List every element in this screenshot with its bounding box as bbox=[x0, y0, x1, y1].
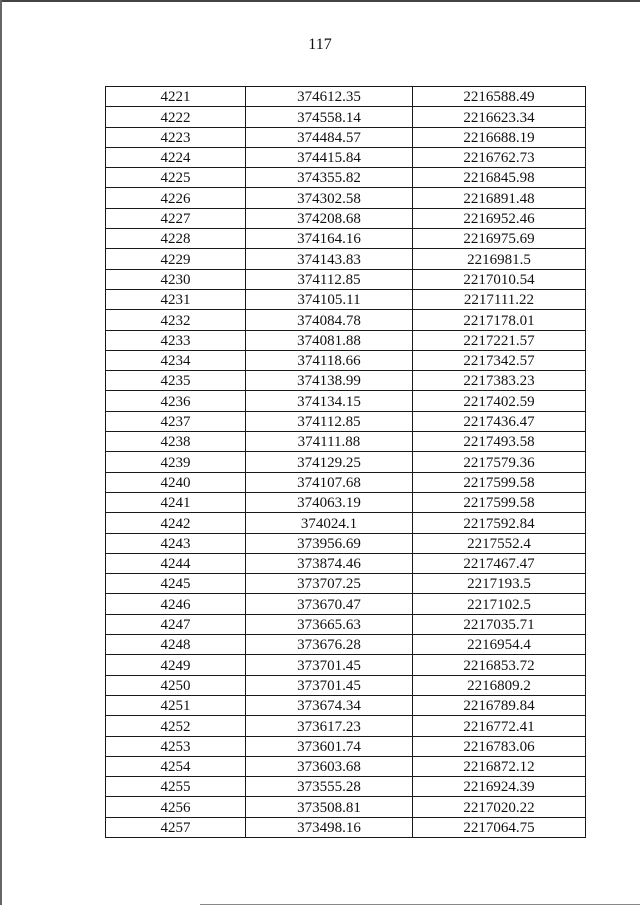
x-coordinate-cell: 374558.14 bbox=[246, 107, 413, 127]
y-coordinate-cell: 2216588.49 bbox=[413, 87, 586, 107]
scan-edge-left bbox=[0, 0, 2, 905]
point-number-cell: 4239 bbox=[106, 452, 246, 472]
point-number-cell: 4245 bbox=[106, 574, 246, 594]
point-number-cell: 4250 bbox=[106, 675, 246, 695]
x-coordinate-cell: 373555.28 bbox=[246, 777, 413, 797]
table-row bbox=[106, 269, 586, 289]
table-row bbox=[106, 513, 586, 533]
point-number-cell: 4228 bbox=[106, 229, 246, 249]
y-coordinate-cell: 2216952.46 bbox=[413, 208, 586, 228]
y-coordinate-cell: 2217467.47 bbox=[413, 553, 586, 573]
x-coordinate-cell: 374484.57 bbox=[246, 127, 413, 147]
table-row bbox=[106, 452, 586, 472]
table-row bbox=[106, 817, 586, 837]
x-coordinate-cell: 373498.16 bbox=[246, 817, 413, 837]
table-row bbox=[106, 736, 586, 756]
y-coordinate-cell: 2217178.01 bbox=[413, 310, 586, 330]
table-row bbox=[106, 229, 586, 249]
point-number-cell: 4255 bbox=[106, 777, 246, 797]
table-row bbox=[106, 310, 586, 330]
table-row bbox=[106, 391, 586, 411]
point-number-cell: 4257 bbox=[106, 817, 246, 837]
point-number-cell: 4237 bbox=[106, 411, 246, 431]
table-row bbox=[106, 472, 586, 492]
y-coordinate-cell: 2216783.06 bbox=[413, 736, 586, 756]
x-coordinate-cell: 374134.15 bbox=[246, 391, 413, 411]
table-row bbox=[106, 127, 586, 147]
table-row bbox=[106, 675, 586, 695]
table-row bbox=[106, 716, 586, 736]
y-coordinate-cell: 2217010.54 bbox=[413, 269, 586, 289]
x-coordinate-cell: 373701.45 bbox=[246, 655, 413, 675]
x-coordinate-cell: 374302.58 bbox=[246, 188, 413, 208]
table-row bbox=[106, 289, 586, 309]
y-coordinate-cell: 2217035.71 bbox=[413, 614, 586, 634]
point-number-cell: 4222 bbox=[106, 107, 246, 127]
coordinates-table bbox=[105, 86, 586, 838]
y-coordinate-cell: 2217064.75 bbox=[413, 817, 586, 837]
table-row bbox=[106, 411, 586, 431]
y-coordinate-cell: 2216981.5 bbox=[413, 249, 586, 269]
y-coordinate-cell: 2216845.98 bbox=[413, 168, 586, 188]
point-number-cell: 4248 bbox=[106, 635, 246, 655]
y-coordinate-cell: 2216688.19 bbox=[413, 127, 586, 147]
y-coordinate-cell: 2217020.22 bbox=[413, 797, 586, 817]
x-coordinate-cell: 374063.19 bbox=[246, 492, 413, 512]
table-row bbox=[106, 147, 586, 167]
table-row bbox=[106, 350, 586, 370]
point-number-cell: 4231 bbox=[106, 289, 246, 309]
point-number-cell: 4252 bbox=[106, 716, 246, 736]
y-coordinate-cell: 2217599.58 bbox=[413, 492, 586, 512]
x-coordinate-cell: 374129.25 bbox=[246, 452, 413, 472]
x-coordinate-cell: 373674.34 bbox=[246, 695, 413, 715]
x-coordinate-cell: 373701.45 bbox=[246, 675, 413, 695]
x-coordinate-cell: 373617.23 bbox=[246, 716, 413, 736]
y-coordinate-cell: 2216623.34 bbox=[413, 107, 586, 127]
point-number-cell: 4256 bbox=[106, 797, 246, 817]
y-coordinate-cell: 2217493.58 bbox=[413, 432, 586, 452]
y-coordinate-cell: 2217579.36 bbox=[413, 452, 586, 472]
point-number-cell: 4249 bbox=[106, 655, 246, 675]
x-coordinate-cell: 374112.85 bbox=[246, 269, 413, 289]
point-number-cell: 4251 bbox=[106, 695, 246, 715]
point-number-cell: 4235 bbox=[106, 371, 246, 391]
point-number-cell: 4240 bbox=[106, 472, 246, 492]
point-number-cell: 4223 bbox=[106, 127, 246, 147]
x-coordinate-cell: 374024.1 bbox=[246, 513, 413, 533]
y-coordinate-cell: 2217111.22 bbox=[413, 289, 586, 309]
y-coordinate-cell: 2217342.57 bbox=[413, 350, 586, 370]
table-row bbox=[106, 330, 586, 350]
x-coordinate-cell: 374138.99 bbox=[246, 371, 413, 391]
point-number-cell: 4236 bbox=[106, 391, 246, 411]
table-row bbox=[106, 208, 586, 228]
x-coordinate-cell: 374111.88 bbox=[246, 432, 413, 452]
point-number-cell: 4224 bbox=[106, 147, 246, 167]
point-number-cell: 4242 bbox=[106, 513, 246, 533]
table-row bbox=[106, 594, 586, 614]
x-coordinate-cell: 374107.68 bbox=[246, 472, 413, 492]
x-coordinate-cell: 374118.66 bbox=[246, 350, 413, 370]
y-coordinate-cell: 2216789.84 bbox=[413, 695, 586, 715]
table-row bbox=[106, 188, 586, 208]
point-number-cell: 4254 bbox=[106, 756, 246, 776]
y-coordinate-cell: 2216853.72 bbox=[413, 655, 586, 675]
point-number-cell: 4221 bbox=[106, 87, 246, 107]
table-row bbox=[106, 574, 586, 594]
x-coordinate-cell: 373874.46 bbox=[246, 553, 413, 573]
table-row bbox=[106, 695, 586, 715]
y-coordinate-cell: 2217599.58 bbox=[413, 472, 586, 492]
x-coordinate-cell: 374143.83 bbox=[246, 249, 413, 269]
y-coordinate-cell: 2216809.2 bbox=[413, 675, 586, 695]
point-number-cell: 4226 bbox=[106, 188, 246, 208]
x-coordinate-cell: 373665.63 bbox=[246, 614, 413, 634]
point-number-cell: 4232 bbox=[106, 310, 246, 330]
y-coordinate-cell: 2217102.5 bbox=[413, 594, 586, 614]
y-coordinate-cell: 2217552.4 bbox=[413, 533, 586, 553]
point-number-cell: 4247 bbox=[106, 614, 246, 634]
y-coordinate-cell: 2217402.59 bbox=[413, 391, 586, 411]
y-coordinate-cell: 2216772.41 bbox=[413, 716, 586, 736]
table-row bbox=[106, 168, 586, 188]
table-row bbox=[106, 797, 586, 817]
x-coordinate-cell: 374105.11 bbox=[246, 289, 413, 309]
table-row bbox=[106, 777, 586, 797]
table-row bbox=[106, 249, 586, 269]
x-coordinate-cell: 374164.16 bbox=[246, 229, 413, 249]
point-number-cell: 4243 bbox=[106, 533, 246, 553]
point-number-cell: 4234 bbox=[106, 350, 246, 370]
table-row bbox=[106, 533, 586, 553]
y-coordinate-cell: 2216975.69 bbox=[413, 229, 586, 249]
y-coordinate-cell: 2217221.57 bbox=[413, 330, 586, 350]
y-coordinate-cell: 2216954.4 bbox=[413, 635, 586, 655]
point-number-cell: 4225 bbox=[106, 168, 246, 188]
point-number-cell: 4238 bbox=[106, 432, 246, 452]
table-row bbox=[106, 107, 586, 127]
x-coordinate-cell: 373707.25 bbox=[246, 574, 413, 594]
x-coordinate-cell: 374355.82 bbox=[246, 168, 413, 188]
table-row bbox=[106, 87, 586, 107]
point-number-cell: 4230 bbox=[106, 269, 246, 289]
x-coordinate-cell: 373603.68 bbox=[246, 756, 413, 776]
x-coordinate-cell: 373956.69 bbox=[246, 533, 413, 553]
table-row bbox=[106, 432, 586, 452]
x-coordinate-cell: 374084.78 bbox=[246, 310, 413, 330]
x-coordinate-cell: 374415.84 bbox=[246, 147, 413, 167]
x-coordinate-cell: 374208.68 bbox=[246, 208, 413, 228]
scan-edge-top bbox=[0, 0, 640, 2]
point-number-cell: 4233 bbox=[106, 330, 246, 350]
x-coordinate-cell: 374112.85 bbox=[246, 411, 413, 431]
x-coordinate-cell: 374081.88 bbox=[246, 330, 413, 350]
table-row bbox=[106, 655, 586, 675]
table-row bbox=[106, 371, 586, 391]
x-coordinate-cell: 373670.47 bbox=[246, 594, 413, 614]
point-number-cell: 4253 bbox=[106, 736, 246, 756]
y-coordinate-cell: 2216891.48 bbox=[413, 188, 586, 208]
table-row bbox=[106, 756, 586, 776]
y-coordinate-cell: 2216872.12 bbox=[413, 756, 586, 776]
x-coordinate-cell: 373676.28 bbox=[246, 635, 413, 655]
y-coordinate-cell: 2217383.23 bbox=[413, 371, 586, 391]
y-coordinate-cell: 2217193.5 bbox=[413, 574, 586, 594]
point-number-cell: 4229 bbox=[106, 249, 246, 269]
point-number-cell: 4227 bbox=[106, 208, 246, 228]
page-number: 117 bbox=[308, 36, 332, 53]
point-number-cell: 4244 bbox=[106, 553, 246, 573]
x-coordinate-cell: 373601.74 bbox=[246, 736, 413, 756]
y-coordinate-cell: 2217592.84 bbox=[413, 513, 586, 533]
x-coordinate-cell: 373508.81 bbox=[246, 797, 413, 817]
coordinates-table-body bbox=[106, 87, 586, 838]
table-row bbox=[106, 635, 586, 655]
table-row bbox=[106, 553, 586, 573]
point-number-cell: 4246 bbox=[106, 594, 246, 614]
table-row bbox=[106, 614, 586, 634]
y-coordinate-cell: 2216762.73 bbox=[413, 147, 586, 167]
x-coordinate-cell: 374612.35 bbox=[246, 87, 413, 107]
y-coordinate-cell: 2216924.39 bbox=[413, 777, 586, 797]
table-row bbox=[106, 492, 586, 512]
y-coordinate-cell: 2217436.47 bbox=[413, 411, 586, 431]
point-number-cell: 4241 bbox=[106, 492, 246, 512]
